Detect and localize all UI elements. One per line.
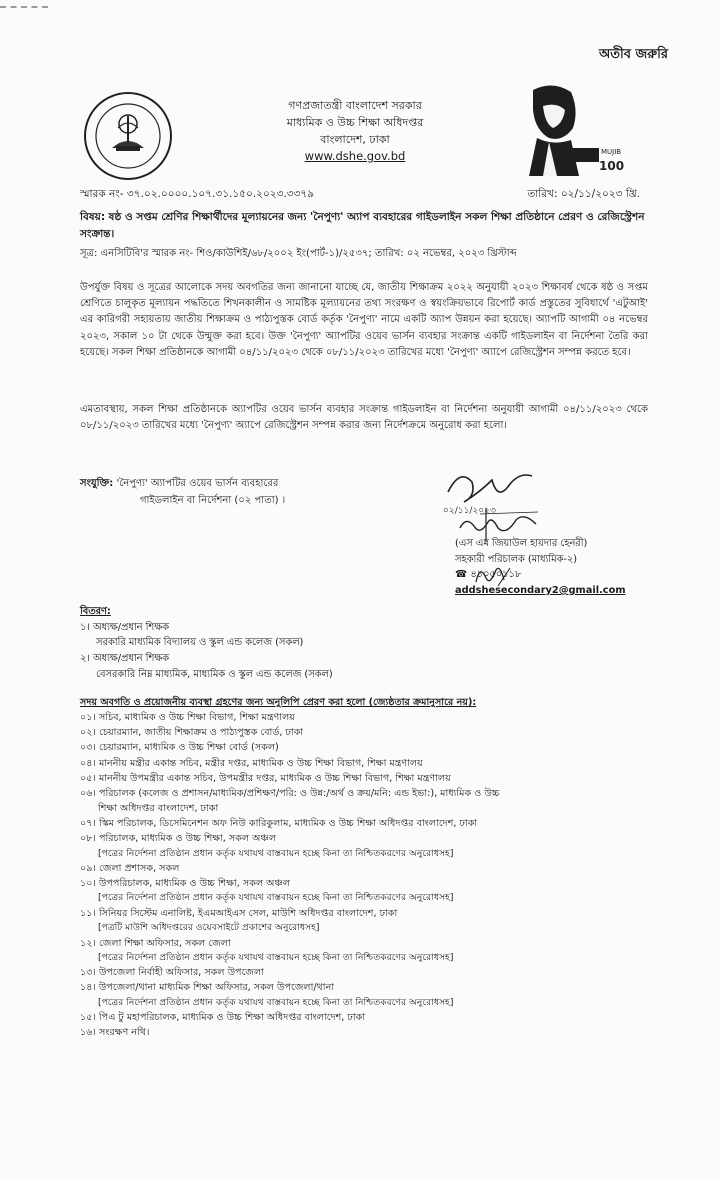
- copy-item: ০৮। পরিচালক, মাধ্যমিক ও উচ্চ শিক্ষা, সকল অঞ্চল: [80, 833, 276, 845]
- copy-item: ১২। জেলা শিক্ষা অফিসার, সকল জেলা: [80, 937, 231, 949]
- copy-item-note: [পত্রের নির্দেশনা প্রতিষ্ঠান প্রধান কর্তৃক যথাযথ বাস্তবায়ন হচ্ছে কিনা তা নিশ্চিতকরণের অনুরোধসহ]: [98, 847, 454, 859]
- initials-mark: [470, 560, 515, 590]
- distribution-title: বিতরণ:: [80, 606, 111, 617]
- website-link[interactable]: www.dshe.gov.bd: [304, 149, 406, 164]
- copy-item: ১০। উপপরিচালক, মাধ্যমিক ও উচ্চ শিক্ষা, সকল অঞ্চল: [80, 878, 290, 890]
- distribution-block: [80, 604, 650, 682]
- mujib-centenary-logo-icon: [513, 80, 628, 178]
- office-header: [220, 97, 490, 166]
- copies-title: সদয় অবগতি ও প্রয়োজনীয় ব্যবস্থা গ্রহণের জন্য অনুলিপি প্রেরণ করা হলো (জ্যেষ্ঠতার ক্রমানুসারে নয়):: [80, 697, 477, 708]
- memo-date: তারিখ: ০২/১১/২০২৩ খ্রি.: [527, 188, 640, 200]
- copy-item: ১৫। পিএ টু মহাপরিচালক, মাধ্যমিক ও উচ্চ শিক্ষা অধিদপ্তর বাংলাদেশ, ঢাকা: [80, 1012, 366, 1024]
- memo-line: [80, 187, 640, 201]
- distribution-item-2: ২। অধ্যক্ষ/প্রধান শিক্ষক: [80, 653, 170, 665]
- copy-item: ০৫। মাননীয় উপমন্ত্রীর একান্ত সচিব, উপমন্ত্রীর দপ্তর, মাধ্যমিক ও উচ্চ শিক্ষা বিভাগ, শিক্ষা মন্ত্রণালয়: [80, 772, 451, 784]
- officer-phone: ☎ ৪১০৫০১১৮: [455, 569, 522, 581]
- copy-item: ১৩। উপজেলা নির্বাহী অফিসার, সকল উপজেলা: [80, 967, 264, 979]
- distribution-item-2-sub: বেসরকারি নিম্ন মাধ্যমিক, মাধ্যমিক ও স্কুল এন্ড কলেজ (সকল): [96, 668, 333, 680]
- svg-text:100: 100: [599, 159, 625, 173]
- distribution-item-1-sub: সরকারি মাধ্যমিক বিদ্যালয় ও স্কুল এন্ড কলেজ (সকল): [96, 637, 304, 649]
- header-line-1: গণপ্রজাতন্ত্রী বাংলাদেশ সরকার: [288, 99, 422, 112]
- copies-block: [80, 695, 655, 1040]
- memo-number: স্মারক নং- ৩৭.০২.০০০০.১০৭.৩১.১৫০.২০২৩.৩৩৭৯: [80, 188, 315, 200]
- officer-designation: সহকারী পরিচালক (মাধ্যমিক-২): [455, 553, 578, 565]
- copy-item: ০৬। পরিচালক (কলেজ ও প্রশাসন/মাধ্যমিক/প্রশিক্ষণ/পরি: ও উন্ন:/অর্থ ও ক্রয়/মনি: এন্ড ইভা:), মাধ্যমিক ও উচ্চ: [80, 787, 500, 799]
- copy-item: ১১। সিনিয়র সিস্টেম এনালিষ্ট, ইএমআইএস সেল, মাউশি অধিদপ্তর বাংলাদেশ, ঢাকা: [80, 907, 398, 919]
- copy-item: ০৭। স্কিম পরিচালক, ডিসেমিনেশন অফ নিউ কারিকুলাম, মাধ্যমিক ও উচ্চ শিক্ষা অধিদপ্তর বাংলাদেশ, ঢাকা: [80, 818, 478, 830]
- copy-item: ১৪। উপজেলা/থানা মাধ্যমিক শিক্ষা অফিসার, সকল উপজেলা/থানা: [80, 982, 335, 994]
- attachment-label: সংযুক্তি:: [80, 478, 114, 489]
- copy-item: ০২। চেয়ারম্যান, জাতীয় শিক্ষাক্রম ও পাঠ্যপুস্তক বোর্ড, ঢাকা: [80, 727, 304, 739]
- reference-line: সূত্র: এনসিটিবি'র স্মারক নং- শিও/কাউশিই/৬৮/২০০২ ইং(পার্ট-১)/২৫৩৭; তারিখ: ০২ নভেম্বর, ২০২৩ খ্রিস্টাব্দ: [80, 248, 517, 259]
- copy-item-note: [পত্রের নির্দেশনা প্রতিষ্ঠান প্রধান কর্তৃক যথাযথ বাস্তবায়ন হচ্ছে কিনা তা নিশ্চিতকরণের অনুরোধসহ]: [98, 996, 454, 1008]
- subject-line: বিষয়: ষষ্ঠ ও সপ্তম শ্রেণির শিক্ষার্থীদের মূল্যায়নের জন্য 'নৈপুণ্য' অ্যাপ ব্যবহারের গাইডলাইন সকল শিক্ষা প্রতিষ্ঠানে প্রেরণ ও রেজিস্ট্রেশন সংক্রান্ত।: [80, 211, 645, 240]
- officer-email[interactable]: addshesecondary2@gmail.com: [455, 585, 626, 597]
- copy-item: ১৬। সংরক্ষণ নথি।: [80, 1027, 150, 1039]
- attachment-line-2: গাইডলাইন বা নির্দেশনা (০২ পাতা) ।: [140, 495, 286, 506]
- header-line-2: মাধ্যমিক ও উচ্চ শিক্ষা অধিদপ্তর: [286, 116, 424, 130]
- body-paragraph-1: উপর্যুক্ত বিষয় ও সূত্রের আলোকে সদয় অবগতির জন্য জানানো যাচ্ছে যে, জাতীয় শিক্ষাক্রম ২০২২ অনুযায়ী ২০২৩ শিক্ষাবর্ষ থেকে ষষ্ঠ ও সপ্তম শ্রেণিতে চালুকৃত মূল্যায়ন পদ্ধতিতে শিখনকালীন ও সামষ্টিক মূল্যায়নের তথ্য সংরক্ষণ ও স্বয়ংক্রিয়ভাবে রিপোর্ট কার্ড প্রস্তুতের সুবিধার্থে 'এটুআই' এর কারিগরী সহায়তায় জাতীয় শিক্ষাক্রম ও পাঠ্যপুস্তক বোর্ড কর্তৃক 'নৈপুণ্য' নামে একটি অ্যাপ উন্নয়ন করা হয়েছে। অ্যাপটি আগামী ০৪ নভেম্বর ২০২৩, সকাল ১০ টা থেকে উন্মুক্ত করা হবে। উক্ত 'নৈপুণ্য' অ্যাপটির ওয়েব ভার্সন ব্যবহার সংক্রান্ত একটি গাইডলাইন বা নির্দেশনা তৈরি করা হয়েছে। সকল শিক্ষা প্রতিষ্ঠানকে আগামী ০৪/১১/২০২৩ থেকে ০৮/১১/২০২৩ তারিখের মধ্যে 'নৈপুণ্য' অ্যাপে রেজিস্ট্রেশন সম্পন্ন করতে হবে।: [80, 282, 648, 358]
- signature-date: ০২/১১/২০২৩: [443, 506, 496, 516]
- distribution-item-1: ১। অধ্যক্ষ/প্রধান শিক্ষক: [80, 621, 170, 633]
- copy-item: ০৩। চেয়ারম্যান, মাধ্যমিক ও উচ্চ শিক্ষা বোর্ড (সকল): [80, 742, 279, 754]
- copy-item-note: [পত্রটি মাউশি অধিদপ্তরের ওয়েবসাইটে প্রকাশের অনুরোধসহ]: [98, 922, 320, 934]
- copy-item: ০১। সচিব, মাধ্যমিক ও উচ্চ শিক্ষা বিভাগ, শিক্ষা মন্ত্রণালয়: [80, 712, 295, 724]
- copy-item: ০৪। মাননীয় মন্ত্রীর একান্ত সচিব, মন্ত্রীর দপ্তর, মাধ্যমিক ও উচ্চ শিক্ষা বিভাগ, শিক্ষা মন্ত্রণালয়: [80, 757, 423, 769]
- urgent-label: অতীব জরুরি: [599, 47, 668, 62]
- copy-item: ০৯। জেলা প্রশাসক, সকল: [80, 863, 180, 875]
- copy-item-continuation: শিক্ষা অধিদপ্তর বাংলাদেশ, ঢাকা: [98, 803, 219, 815]
- body-paragraph-2: এমতাবস্থায়, সকল শিক্ষা প্রতিষ্ঠানকে অ্যাপটির ওয়েব ভার্সন ব্যবহার সংক্রান্ত গাইডলাইন বা নির্দেশনা অনুযায়ী আগামী ০৪/১১/২০২৩ থেকে ০৮/১১/২০২৩ তারিখের মধ্যে 'নৈপুণ্য' অ্যাপে রেজিস্ট্রেশন সম্পন্ন করার জন্য নির্দেশক্রমে অনুরোধ করা হলো।: [80, 404, 648, 432]
- svg-text:MUJIB: MUJIB: [601, 148, 622, 156]
- header-line-3: বাংলাদেশ, ঢাকা: [320, 133, 390, 147]
- dshe-logo-icon: [82, 90, 174, 182]
- top-dash-mark: [0, 6, 48, 8]
- attachment-line-1: 'নৈপুণ্য' অ্যাপটির ওয়েব ভার্সন ব্যবহারের: [116, 478, 279, 489]
- copy-item-note: [পত্রের নির্দেশনা প্রতিষ্ঠান প্রধান কর্তৃক যথাযথ বাস্তবায়ন হচ্ছে কিনা তা নিশ্চিতকরণের অনুরোধসহ]: [98, 951, 454, 963]
- copy-item-note: [পত্রের নির্দেশনা প্রতিষ্ঠান প্রধান কর্তৃক যথাযথ বাস্তবায়ন হচ্ছে কিনা তা নিশ্চিতকরণের অনুরোধসহ]: [98, 892, 454, 904]
- officer-name: (এস এম জিয়াউল হায়দার হেনরী): [455, 538, 588, 549]
- attachment-block: [80, 475, 400, 509]
